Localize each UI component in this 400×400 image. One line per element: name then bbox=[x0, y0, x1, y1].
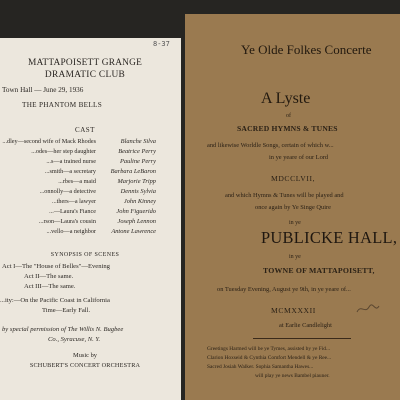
handwritten-mark: 8-37 bbox=[153, 40, 170, 48]
cast-actor: Marjorie Tripp bbox=[117, 178, 156, 185]
cast-role: ...rbes—a maid bbox=[58, 178, 96, 185]
cast-heading: CAST bbox=[75, 126, 95, 134]
hymns-heading: SACRED HYMNS & TUNES bbox=[237, 124, 338, 133]
cast-actor: Beatrice Perry bbox=[118, 148, 156, 155]
lyste-heading: A Lyste bbox=[261, 90, 311, 107]
desc-line: and likewise Worldle Songs, certain of which w... bbox=[207, 142, 334, 149]
cast-actor: Dennis Sylvia bbox=[120, 188, 156, 195]
footnote-line: Clarion Hoxseid & Cynthia Comfort Mendell & ye Ree... bbox=[207, 355, 332, 361]
orchestra-name: SCHUBERT'S CONCERT ORCHESTRA bbox=[29, 362, 141, 369]
scene-line: Act II—The same. bbox=[24, 273, 74, 280]
cast-role: ...thers—a lawyer bbox=[52, 198, 96, 205]
cast-actor: Joseph Lennon bbox=[117, 218, 156, 225]
cast-role: ...odes—her step daughter bbox=[31, 148, 96, 155]
cast-actor: John Kinney bbox=[123, 198, 156, 205]
in-ye-text: in ye bbox=[289, 220, 301, 226]
of-text: of bbox=[286, 113, 291, 119]
hall-heading: PUBLICKE HALL, bbox=[261, 228, 398, 247]
org-line1: MATTAPOISETT GRANGE bbox=[27, 58, 143, 68]
play-title: THE PHANTOM BELLS bbox=[22, 101, 103, 109]
footnote-line: will play ye news Bambel piauner. bbox=[255, 373, 330, 379]
desc-line: and which Hymns & Tunes will be played and bbox=[225, 192, 344, 199]
music-label: Music by bbox=[73, 352, 97, 359]
evening-line: on Tuesday Evening, August ye 9th, in ye yeare of... bbox=[217, 286, 351, 293]
cast-role: ...onnolly—a detective bbox=[39, 188, 96, 195]
venue-date: Town Hall — June 29, 1936 bbox=[2, 86, 84, 94]
desc-line: once again by Ye Singe Quire bbox=[255, 204, 331, 211]
footnote-line: Greetings Harmed will be ye Tymes, assisted by ye Fid... bbox=[207, 346, 331, 352]
candle-line: at Earlie Candlelight bbox=[279, 322, 332, 329]
cast-actor: Barbara LeBaron bbox=[110, 168, 156, 175]
desc-line: in ye yeare of our Lord bbox=[269, 154, 329, 161]
cast-actor: Blanche Silva bbox=[120, 138, 156, 145]
scene-line: Act I—The "House of Belles"—Evening bbox=[2, 263, 110, 270]
divider-rule bbox=[253, 338, 351, 339]
cast-role: ...dley—second wife of Mack Rhodes bbox=[2, 138, 96, 145]
org-line2: DRAMATIC CLUB bbox=[44, 70, 126, 80]
year-2: MCMXXXII bbox=[271, 306, 316, 315]
year-roman: MDCCLVII, bbox=[271, 174, 316, 183]
towne-heading: TOWNE OF MATTAPOISETT, bbox=[263, 266, 375, 275]
in-ye-text-2: in ye bbox=[289, 254, 301, 260]
scene-line: Act III—The same. bbox=[24, 283, 76, 290]
cast-role: ...rson—Laura's cousin bbox=[38, 218, 96, 225]
cast-role: ...—Laura's Fiance bbox=[49, 208, 96, 215]
cast-actor: Pauline Perry bbox=[119, 158, 156, 165]
footnote-line: Sacred Josiah Walker. Sophia Samantha Hawes... bbox=[207, 364, 314, 370]
time-line: Time—Early Fall. bbox=[42, 307, 91, 314]
right-program-page bbox=[185, 14, 400, 400]
permission-line: by special permission of The Willis N. Bugbee bbox=[2, 326, 124, 333]
place-line: ...ity:—On the Pacific Coast in California bbox=[0, 297, 110, 304]
permission-line: Co., Syracuse, N. Y. bbox=[48, 336, 101, 343]
handwritten-scribble bbox=[355, 302, 381, 316]
cast-actor: John Figuerido bbox=[116, 208, 156, 215]
concert-title: Ye Olde Folkes Concerte bbox=[241, 42, 372, 57]
cast-role: ...vello—a neighbor bbox=[46, 228, 96, 235]
cast-role: ...smith—a secretary bbox=[44, 168, 96, 175]
cast-role: ...s—a trained nurse bbox=[46, 158, 96, 165]
left-program-page bbox=[0, 38, 181, 400]
synopsis-heading: SYNOPSIS OF SCENES bbox=[50, 252, 120, 258]
cast-actor: Antone Lawrence bbox=[111, 228, 156, 235]
